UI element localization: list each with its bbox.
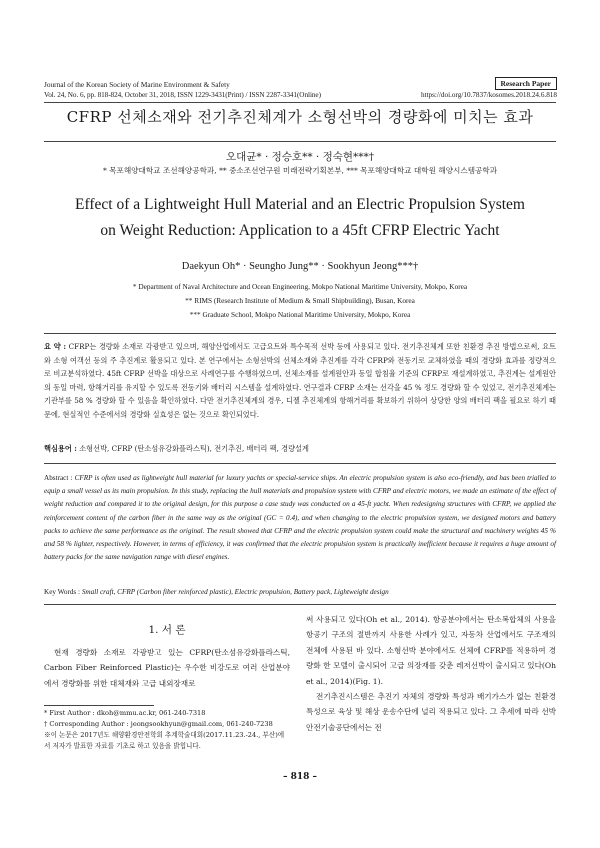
footnotes xyxy=(44,708,290,752)
research-paper-badge: Research Paper xyxy=(495,77,557,90)
abstract-top-rule xyxy=(44,333,556,334)
korean-abstract-text: CFRP는 경량화 소재로 각광받고 있으며, 해양산업에서도 고급요트와 특수목적 선박 등에 사용되고 있다. 전기추진체계 또한 친환경 추진 방법으로써, 요트와 소형 여객선 등의 주 추진계로 활용되고 있다. 본 연구에서는 소형선박의 선체소재와 추진계를 각각 CFRP와 전동기로 교체하였을 때의 경량화 효과를 정량적으로 비교분석하였다. 45ft CFRP 선박을 대상으로 사례연구를 수행하였으며, 선체소재를 설계원안과 동일 합침율 기준의 CFRP로 재설계하였고, 추진계는 설계원안의 동일 마력, 항해거리를 유지할 수 있도록 전동기와 배터리 시스템을 설계하였다. 연구결과 CFRP 소재는 선각을 45 % 정도 경량화 할 수 있었고, 전기추진체계는 기관부를 58 % 경량화 할 수 있음을 확인하였다. 다만 전기추진체계의 경우, 디젤 추진체계의 항해거리를 확보하기 위하여 상당한 양의 배터리 팩을 필요로 하기 때문에, 현실적인 수준에서의 경량화 실효성은 없는 것으로 확인되었다. xyxy=(44,342,556,419)
left-column-text: 현재 경량화 소재로 각광받고 있는 CFRP(탄소섬유강화플라스틱, Carbon Fiber Reinforced Plastic)는 우수한 비강도로 여러 산업분야에서 경량화를 위한 대체재와 고급 내외장재로 xyxy=(44,648,290,688)
header-rule xyxy=(44,102,556,103)
korean-keywords xyxy=(44,444,556,454)
footnote-note: ※이 논문은 2017년도 해양환경안전학회 추계학술대회(2017.11.23.-24., 부산)에서 저자가 발표한 자료를 기초로 하고 있음을 밝힙니다. xyxy=(44,731,285,750)
english-affiliations xyxy=(0,280,600,322)
korean-affiliations: * 목포해양대학교 조선해양공학과, ** 중소조선연구원 미래전략기획본부, *** 목포해양대학교 대학원 해양시스템공학과 xyxy=(102,166,498,175)
korean-keywords-text: 소형선박, CFRP (탄소섬유강화플라스틱), 전기추진, 배터리 팩, 경량설계 xyxy=(79,444,309,453)
title-rule xyxy=(44,141,556,142)
english-keywords-text: Small craft, CFRP (Carbon fiber reinforced plastic), Electric propulsion, Battery pack, Lightweight design xyxy=(81,588,389,596)
right-column-text xyxy=(306,612,556,735)
affiliation-1: * Department of Naval Architecture and Ocean Engineering, Mokpo National Maritime University, Mokpo, Korea xyxy=(132,282,468,291)
korean-title: CFRP 선체소재와 전기추진체계가 소형선박의 경량화에 미치는 효과 xyxy=(66,108,534,126)
footnote-corresponding-author: † Corresponding Author : jeongsookhyun@gmail.com, 061-240-7238 xyxy=(44,720,273,728)
journal-name: Journal of the Korean Society of Marine Environment & Safety xyxy=(44,80,230,89)
english-keywords xyxy=(44,588,556,596)
english-title-line-1: Effect of a Lightweight Hull Material and an Electric Propulsion System xyxy=(75,196,525,213)
english-authors: Daekyun Oh* · Seungho Jung** · Sookhyun Jeong***† xyxy=(181,261,419,272)
korean-keywords-label: 핵심용어 : xyxy=(44,444,77,453)
abstract-bottom-rule xyxy=(44,604,556,605)
english-title-line-2: on Weight Reduction: Application to a 45ft CFRP Electric Yacht xyxy=(100,222,500,239)
english-keywords-label: Key Words : xyxy=(44,588,81,596)
abstract-mid-rule xyxy=(44,463,556,464)
footnote-rule xyxy=(44,705,154,706)
affiliation-2: ** RIMS (Research Institute of Medium & Small Shipbuilding), Busan, Korea xyxy=(185,296,415,305)
korean-abstract-label: 요 약 : xyxy=(44,342,67,351)
english-title xyxy=(0,192,600,244)
page-number: – 818 – xyxy=(282,772,318,782)
right-paragraph-1: 써 사용되고 있다(Oh et al., 2014). 항공분야에서는 탄소복합체의 사용을 항공기 구조의 절반까지 사용한 사례가 있고, 자동차 산업에서도 구조재의 전체에 사용된 바 있다. 소형선박 분야에서도 선체에 CFRP를 적용하여 경량화 한 모델이 출시되어 고급 의장재를 갖춘 레저선박이 출시되고 있다(Oh et al., 2014)(Fig. 1). xyxy=(306,615,556,686)
english-abstract-text: CFRP is often used as lightweight hull material for luxury yachts or special-service ships. An electric propulsion system is also eco-friendly, and has been trialled to equip a small vessel as its main propulsion. In this study, replacing the hull materials and propulsion system with CFRP and electric motors, we made an estimate of the effect of weight reduction and compared it to the original design, for this purpose a case study was conducted on a 45-ft yacht. When redesigning structures with CFRP, we applied the reinforcement content of the carbon fiber in the same way as the original (GC = 0.4), and when changing to the electric propulsion system, we designed motors and battery packs to achieve the same performance as the original. The result showed that CFRP and the electric propulsion system could make the structural and machinery weights 45 % and 58 % lighter, respectively. However, in terms of efficiency, it was confirmed that the electric propulsion system is practically inefficient because it requires a huge amount of battery packs for the same navigation range with diesel engines. xyxy=(44,474,557,562)
volume-info: Vol. 24, No. 6, pp. 818-824, October 31, 2018, ISSN 1229-3431(Print) / ISSN 2287-3341(Online) xyxy=(44,91,321,99)
right-paragraph-2: 전기추진시스템은 추진기 자체의 경량화 특성과 배기가스가 없는 친환경 특성으로 육상 및 해상 운송수단에 널리 적용되고 있다. 그 추세에 따라 선박안전기술공단에서는 전 xyxy=(306,692,556,732)
affiliation-3: *** Graduate School, Mokpo National Maritime University, Mokpo, Korea xyxy=(189,310,411,319)
english-abstract-label: Abstract : xyxy=(44,474,73,482)
doi-link[interactable]: https://doi.org/10.7837/kosomes.2018.24.6.818 xyxy=(420,91,557,99)
korean-authors: 오대균* · 정승호** · 정숙현***† xyxy=(225,151,375,163)
korean-abstract xyxy=(44,340,556,422)
footnote-first-author: * First Author : dkoh@mmu.ac.kr, 061-240-7318 xyxy=(44,709,206,717)
section-title-introduction: 1. 서 론 xyxy=(148,624,186,636)
english-abstract xyxy=(44,472,556,564)
